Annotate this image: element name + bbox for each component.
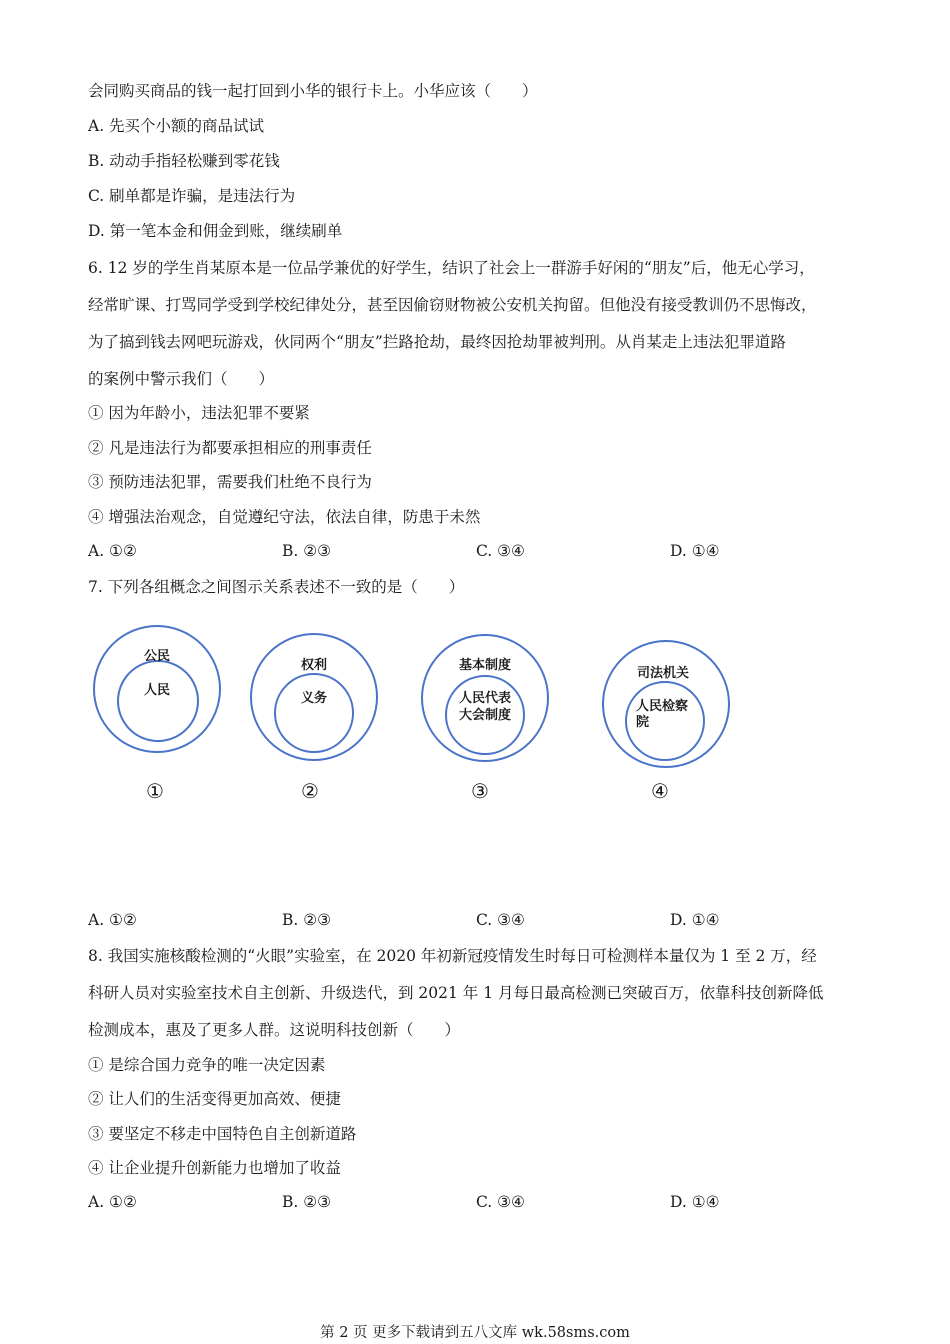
q8-item-2: ② 让人们的生活变得更加高效、便捷 — [88, 1090, 341, 1108]
q7-option-d: D. ①④ — [670, 911, 720, 929]
inner-label: 人民 — [143, 683, 171, 698]
q7-option-a: A. ①② — [88, 911, 137, 929]
q6-option-d: D. ①④ — [670, 542, 720, 560]
q6-item-1: ① 因为年龄小，违法犯罪不要紧 — [88, 404, 310, 422]
diagram-group-2 — [251, 634, 377, 803]
q6-option-c: C. ③④ — [476, 542, 525, 560]
q8-option-c: C. ③④ — [476, 1193, 525, 1211]
inner-circle — [118, 661, 198, 741]
q6-stem-line: 经常旷课、打骂同学受到学校纪律处分，甚至因偷窃财物被公安机关拘留。但他没有接受教训仍不思悔改， — [88, 296, 817, 314]
q6-stem-line: 的案例中警示我们（ ） — [88, 370, 275, 388]
q5-option-d: D. 第一笔本金和佣金到账，继续刷单 — [88, 222, 343, 240]
q8-option-b: B. ②③ — [282, 1193, 332, 1211]
inner-circle — [275, 674, 353, 752]
q5-stem-end: 会同购买商品的钱一起打回到小华的银行卡上。小华应该（ ） — [88, 82, 538, 100]
q8-stem-line: 科研人员对实验室技术自主创新、升级迭代，到 2021 年 1 月每日最高检测已突破百万，依靠科技创新降低 — [88, 984, 824, 1002]
q8-option-a: A. ①② — [88, 1193, 137, 1211]
q6-stem-line: 6. 12 岁的学生肖某原本是一位品学兼优的好学生，结识了社会上一群游手好闲的“朋友”后，他无心学习， — [88, 259, 815, 277]
q8-item-1: ① 是综合国力竞争的唯一决定因素 — [88, 1056, 326, 1074]
q8-item-4: ④ 让企业提升创新能力也增加了收益 — [88, 1159, 341, 1177]
q8-item-3: ③ 要坚定不移走中国特色自主创新道路 — [88, 1125, 357, 1143]
inner-label: 人民检察 — [636, 699, 689, 714]
q7-stem: 7. 下列各组概念之间图示关系表述不一致的是（ ） — [88, 578, 465, 596]
q5-option-c: C. 刷单都是诈骗，是违法行为 — [88, 187, 296, 205]
diagram-group-3 — [422, 635, 548, 803]
q8-stem-line: 8. 我国实施核酸检测的“火眼”实验室，在 2020 年初新冠疫情发生时每日可检测样本量仅为 1 至 2 万，经 — [88, 947, 817, 965]
inner-label: 大会制度 — [458, 708, 512, 723]
outer-label: 基本制度 — [458, 658, 512, 673]
inner-label: 院 — [636, 715, 650, 730]
q6-option-a: A. ①② — [88, 542, 137, 560]
q7-option-c: C. ③④ — [476, 911, 525, 929]
q8-stem-line: 检测成本，惠及了更多人群。这说明科技创新（ ） — [88, 1021, 461, 1039]
concept-circle-diagram — [80, 622, 760, 822]
outer-label: 权利 — [300, 658, 328, 673]
page-footer: 第 2 页 更多下载请到五八文库 wk.58sms.com — [320, 1325, 630, 1341]
q5-option-b: B. 动动手指轻松赚到零花钱 — [88, 152, 280, 170]
diagram-group-4 — [603, 641, 729, 803]
q6-item-4: ④ 增强法治观念，自觉遵纪守法，依法自律，防患于未然 — [88, 508, 481, 526]
diagram-number: ④ — [651, 779, 669, 803]
q7-option-b: B. ②③ — [282, 911, 332, 929]
inner-label: 义务 — [300, 691, 328, 706]
inner-label: 人民代表 — [458, 691, 512, 706]
q6-stem-line: 为了搞到钱去网吧玩游戏，伙同两个“朋友”拦路抢劫，最终因抢劫罪被判刑。从肖某走上违法犯罪道路 — [88, 333, 786, 351]
diagram-number: ① — [146, 779, 164, 803]
q6-item-2: ② 凡是违法行为都要承担相应的刑事责任 — [88, 439, 372, 457]
q6-item-3: ③ 预防违法犯罪，需要我们杜绝不良行为 — [88, 473, 372, 491]
outer-label: 司法机关 — [636, 666, 690, 681]
diagram-group-1 — [94, 626, 220, 803]
diagram-number: ③ — [471, 779, 489, 803]
diagram-number: ② — [301, 779, 319, 803]
q6-option-b: B. ②③ — [282, 542, 332, 560]
outer-label: 公民 — [143, 649, 171, 664]
q5-option-a: A. 先买个小额的商品试试 — [88, 117, 265, 135]
q8-option-d: D. ①④ — [670, 1193, 720, 1211]
